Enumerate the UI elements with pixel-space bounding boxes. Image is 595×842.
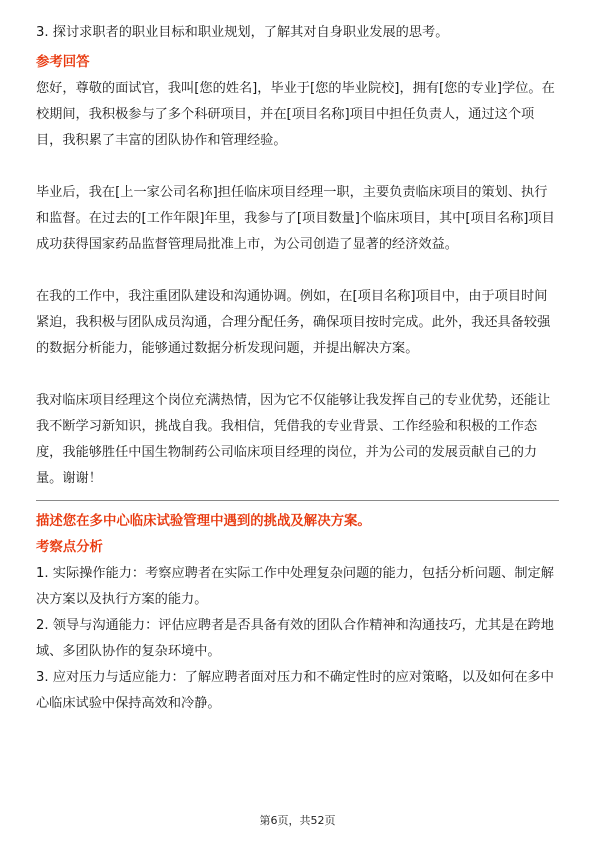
analysis-item-3: 3. 应对压力与适应能力：了解应聘者面对压力和不确定性时的应对策略，以及如何在多中心临床试验中保持高效和冷静。	[36, 670, 554, 711]
analysis-heading: 考察点分析	[36, 540, 103, 555]
answer-paragraph-3: 在我的工作中，我注重团队建设和沟通协调。例如，在[项目名称]项目中，由于项目时间紧迫，我积极与团队成员沟通，合理分配任务，确保项目按时完成。此外，我还具备较强的数据分析能力，能够通过数据分析发现问题，并提出解决方案。	[36, 289, 551, 356]
answer-paragraph-4: 我对临床项目经理这个岗位充满热情，因为它不仅能够让我发挥自己的专业优势，还能让我不断学习新知识，挑战自我。我相信，凭借我的专业背景、工作经验和积极的工作态度，我能够胜任中国生物制药公司临床项目经理的岗位，并为公司的发展贡献自己的力量。谢谢！	[36, 393, 551, 486]
section-divider	[36, 500, 559, 501]
answer-paragraph-1: 您好，尊敬的面试官，我叫[您的姓名]，毕业于[您的毕业院校]，拥有[您的专业]学位。在校期间，我积极参与了多个科研项目，并在[项目名称]项目中担任负责人，通过这个项目，我积累了丰富的团队协作和管理经验。	[36, 81, 555, 148]
paragraph-gap	[36, 154, 559, 180]
question-3-line: 3. 探讨求职者的职业目标和职业规划，了解其对自身职业发展的思考。	[36, 25, 449, 40]
paragraph-gap	[36, 362, 559, 388]
analysis-item-1: 1. 实际操作能力：考察应聘者在实际工作中处理复杂问题的能力，包括分析问题、制定解决方案以及执行方案的能力。	[36, 566, 554, 607]
answer-paragraph-2: 毕业后，我在[上一家公司名称]担任临床项目经理一职，主要负责临床项目的策划、执行和监督。在过去的[工作年限]年里，我参与了[项目数量]个临床项目，其中[项目名称]项目成功获得国家药品监督管理局批准上市，为公司创造了显著的经济效益。	[36, 185, 555, 252]
document-page	[36, 20, 559, 717]
analysis-item-2: 2. 领导与沟通能力：评估应聘者是否具备有效的团队合作精神和沟通技巧，尤其是在跨地域、多团队协作的复杂环境中。	[36, 618, 554, 659]
paragraph-gap	[36, 258, 559, 284]
page-footer: 第6页，共52页	[259, 814, 336, 827]
answer-heading: 参考回答	[36, 55, 90, 70]
question-2-title: 描述您在多中心临床试验管理中遇到的挑战及解决方案。	[36, 514, 371, 529]
